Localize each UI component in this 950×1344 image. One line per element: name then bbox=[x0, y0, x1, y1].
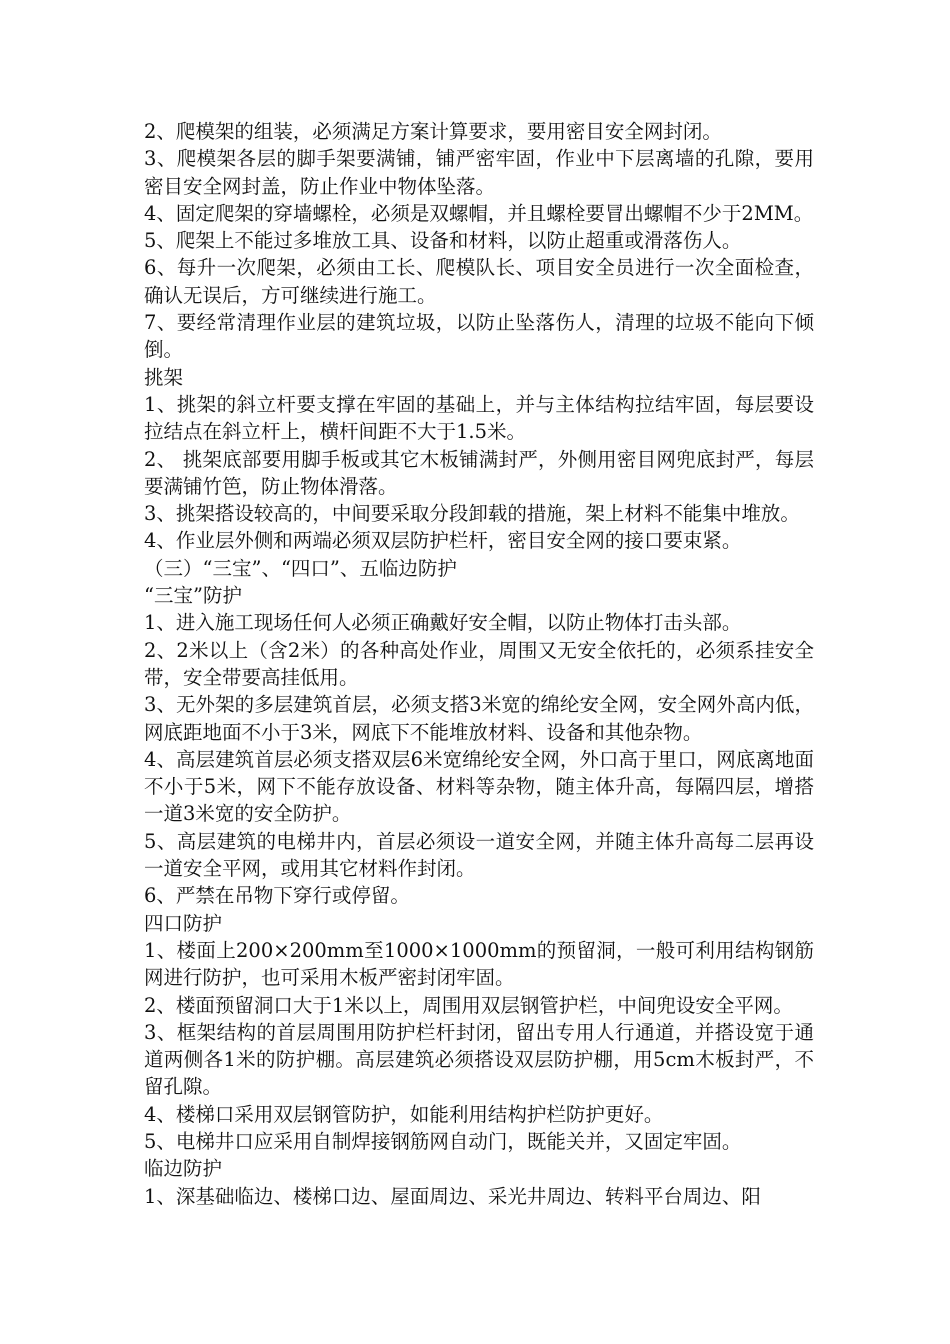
section-heading-three-treasures: （三）“三宝”、“四口”、五临边防护 bbox=[144, 556, 457, 580]
paragraph-climbing-frame-7: 7、要经常清理作业层的建筑垃圾，以防止坠落伤人，清理的垃圾不能向下倾倒。 bbox=[144, 311, 814, 362]
subheading-four-openings: 四口防护 bbox=[144, 911, 223, 935]
subheading-three-treasures: “三宝”防护 bbox=[144, 584, 242, 608]
paragraph-three-treasures-2: 2、2米以上（含2米）的各种高处作业，周围又无安全依托的，必须系挂安全带，安全带要高挂低用。 bbox=[144, 638, 814, 689]
subheading-edge-protection: 临边防护 bbox=[144, 1157, 223, 1181]
paragraph-three-treasures-5: 5、高层建筑的电梯井内，首层必须设一道安全网，并随主体升高每二层再设一道安全平网，或用其它材料作封闭。 bbox=[144, 829, 814, 881]
paragraph-cantilever-4: 4、作业层外侧和两端必须双层防护栏杆，密目安全网的接口要束紧。 bbox=[144, 529, 742, 553]
document-body bbox=[144, 118, 814, 1210]
paragraph-four-openings-1: 1、楼面上200×200mm至1000×1000mm的预留洞，一般可利用结构钢筋网进行防护，也可采用木板严密封闭牢固。 bbox=[144, 938, 814, 990]
paragraph-three-treasures-4: 4、高层建筑首层必须支搭双层6米宽绵纶安全网，外口高于里口，网底离地面不小于5米，网下不能存放设备、材料等杂物，随主体升高，每隔四层，增搭一道3米宽的安全防护。 bbox=[144, 747, 814, 826]
paragraph-cantilever-2: 2、 挑架底部要用脚手板或其它木板铺满封严，外侧用密目网兜底封严，每层要满铺竹笆，防止物体滑落。 bbox=[144, 447, 814, 498]
paragraph-four-openings-4: 4、楼梯口采用双层钢管防护，如能利用结构护栏防护更好。 bbox=[144, 1102, 664, 1126]
paragraph-four-openings-2: 2、楼面预留洞口大于1米以上，周围用双层钢管护栏，中间兜设安全平网。 bbox=[144, 993, 793, 1017]
paragraph-climbing-frame-6: 6、每升一次爬架，必须由工长、爬模队长、项目安全员进行一次全面检查，确认无误后，方可继续进行施工。 bbox=[144, 256, 814, 307]
section-heading-cantilever-frame: 挑架 bbox=[144, 365, 184, 389]
paragraph-climbing-frame-4: 4、固定爬架的穿墙螺栓，必须是双螺帽，并且螺栓要冒出螺帽不少于2MM。 bbox=[144, 201, 814, 225]
paragraph-cantilever-1: 1、挑架的斜立杆要支撑在牢固的基础上，并与主体结构拉结牢固，每层要设拉结点在斜立杆上，横杆间距不大于1.5米。 bbox=[144, 392, 814, 444]
paragraph-three-treasures-3: 3、无外架的多层建筑首层，必须支搭3米宽的绵纶安全网，安全网外高内低，网底距地面不小于3米，网底下不能堆放材料、设备和其他杂物。 bbox=[144, 693, 814, 744]
paragraph-three-treasures-6: 6、严禁在吊物下穿行或停留。 bbox=[144, 884, 410, 908]
paragraph-four-openings-3: 3、框架结构的首层周围用防护栏杆封闭，留出专用人行通道，并搭设宽于通道两侧各1米的防护棚。高层建筑必须搭设双层防护棚，用5cm木板封严，不留孔隙。 bbox=[144, 1020, 814, 1099]
paragraph-climbing-frame-2: 2、爬模架的组装，必须满足方案计算要求，要用密目安全网封闭。 bbox=[144, 120, 722, 143]
paragraph-climbing-frame-3: 3、爬模架各层的脚手架要满铺，铺严密牢固，作业中下层离墙的孔隙，要用密目安全网封盖，防止作业中物体坠落。 bbox=[144, 147, 814, 198]
paragraph-three-treasures-1: 1、进入施工现场任何人必须正确戴好安全帽，以防止物体打击头部。 bbox=[144, 611, 742, 635]
paragraph-cantilever-3: 3、挑架搭设较高的，中间要采取分段卸载的措施，架上材料不能集中堆放。 bbox=[144, 502, 800, 526]
paragraph-edge-protection-1: 1、深基础临边、楼梯口边、屋面周边、采光井周边、转料平台周边、阳 bbox=[144, 1184, 761, 1208]
paragraph-climbing-frame-5: 5、爬架上不能过多堆放工具、设备和材料，以防止超重或滑落伤人。 bbox=[144, 229, 742, 253]
paragraph-four-openings-5: 5、电梯井口应采用自制焊接钢筋网自动门，既能关并，又固定牢固。 bbox=[144, 1129, 742, 1153]
